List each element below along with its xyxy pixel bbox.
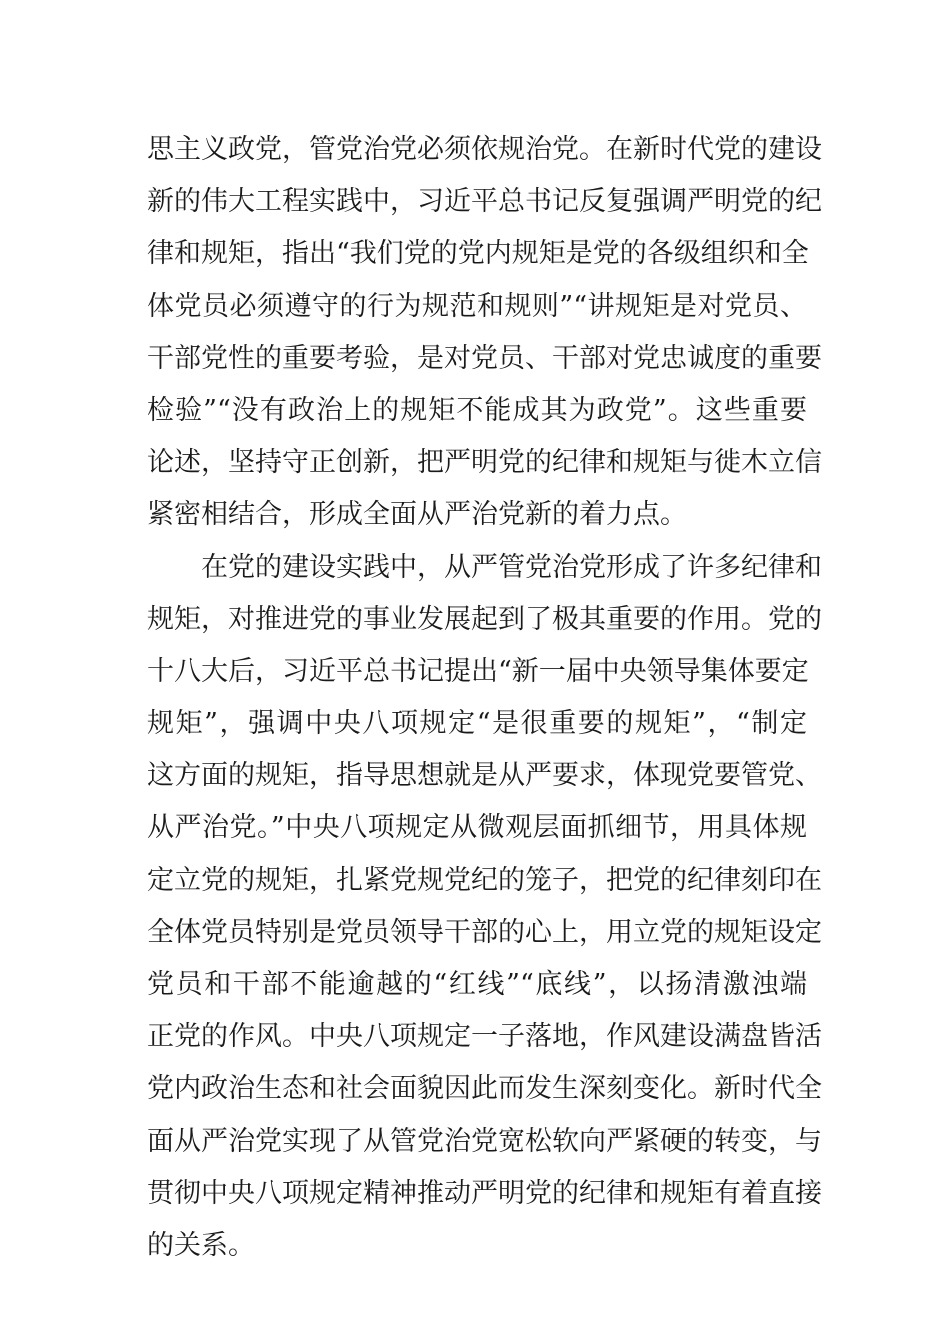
text-line: 规矩，对推进党的事业发展起到了极其重要的作用。党的 — [147, 603, 822, 635]
text-line: 党内政治生态和社会面貌因此而发生深刻变化。新时代全 — [147, 1073, 822, 1105]
paragraph-1 — [147, 124, 822, 542]
paragraph-2 — [147, 542, 822, 1273]
body-text — [147, 124, 822, 1272]
text-line: 定立党的规矩，扎紧党规党纪的笼子，把党的纪律刻印在 — [147, 864, 822, 896]
text-line: 的关系。 — [147, 1229, 255, 1261]
text-line: 全体党员特别是党员领导干部的心上，用立党的规矩设定 — [147, 916, 822, 948]
text-line: 检验”“没有政治上的规矩不能成其为政党”。这些重要 — [147, 394, 807, 426]
text-line: 紧密相结合，形成全面从严治党新的着力点。 — [147, 499, 687, 531]
text-line: 贯彻中央八项规定精神推动严明党的纪律和规矩有着直接 — [147, 1177, 822, 1209]
text-line: 体党员必须遵守的行为规范和规则”“讲规矩是对党员、 — [147, 290, 807, 322]
text-line: 论述，坚持守正创新，把严明党的纪律和规矩与徙木立信 — [147, 447, 822, 479]
text-line: 这方面的规矩，指导思想就是从严要求，体现党要管党、 — [147, 760, 822, 792]
text-line: 规矩”，强调中央八项规定“是很重要的规矩”，“制定 — [147, 708, 807, 740]
text-line: 思主义政党，管党治党必须依规治党。在新时代党的建设 — [147, 134, 822, 165]
text-line: 新的伟大工程实践中，习近平总书记反复强调严明党的纪 — [147, 186, 822, 218]
text-line: 党员和干部不能逾越的“红线”“底线”，以扬清激浊端 — [147, 969, 807, 1000]
text-line: 从严治党。”中央八项规定从微观层面抓细节，用具体规 — [147, 812, 807, 844]
text-line: 十八大后，习近平总书记提出“新一届中央领导集体要定 — [147, 655, 809, 687]
text-line: 面从严治党实现了从管党治党宽松软向严紧硬的转变，与 — [147, 1125, 822, 1157]
text-line: 干部党性的重要考验，是对党员、干部对党忠诚度的重要 — [147, 342, 822, 374]
text-line: 正党的作风。中央八项规定一子落地，作风建设满盘皆活 — [147, 1021, 822, 1053]
text-line: 律和规矩，指出“我们党的党内规矩是党的各级组织和全 — [147, 238, 809, 270]
text-line: 在党的建设实践中，从严管党治党形成了许多纪律和 — [201, 551, 822, 583]
